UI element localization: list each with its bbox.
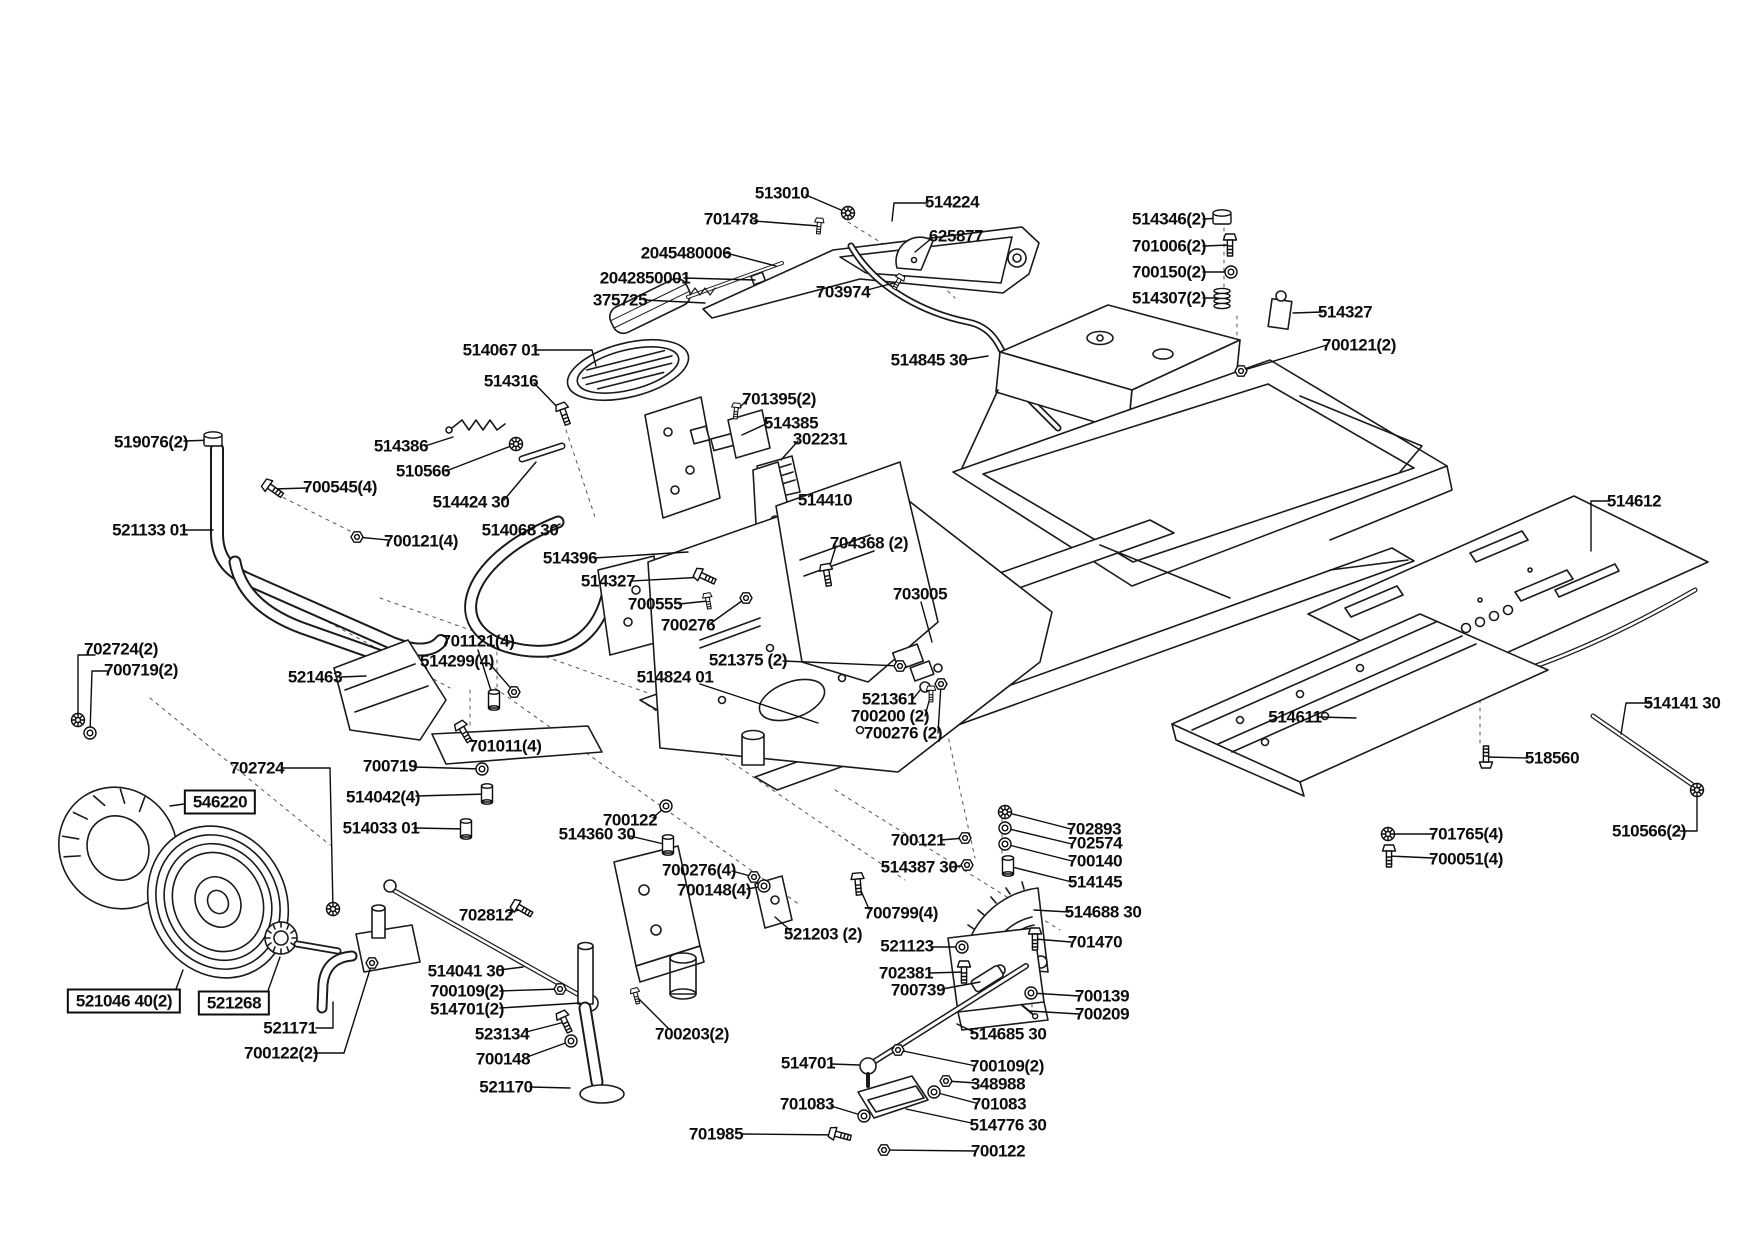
part-label: 521133 01 [112,520,188,540]
part-label: 2042850001 [599,268,691,288]
nut-icon [740,593,752,603]
starwasher-icon [1382,828,1395,841]
bushing-icon [489,690,500,710]
part-label: 701765(4) [1429,824,1503,844]
part-label: 514685 30 [969,1024,1047,1044]
part-label: 302231 [792,429,848,449]
part-label: 521463 [287,667,343,687]
part-label: 625877 [928,226,984,246]
part-label: 521203 (2) [783,924,863,944]
part-label: 514386 [373,436,429,456]
adjuster-knob [265,922,297,954]
nut-icon [940,1076,952,1086]
part-label: 514410 [797,490,853,510]
part-label: 701006(2) [1132,236,1206,256]
part-label: 700555 [627,594,683,614]
cap-icon [1213,210,1231,224]
console-bracket [776,462,942,692]
part-label: 514067 01 [462,340,540,360]
part-label: 700109(2) [430,981,504,1001]
part-label: 702812 [458,905,514,925]
bolt-icon [554,1009,575,1034]
part-label: 700140 [1067,851,1123,871]
spring-icon [1214,288,1230,308]
washer-icon [1225,266,1237,278]
starwasher-icon [842,207,855,220]
part-label: 700276 (2) [863,723,943,743]
washer-icon [956,941,968,953]
part-label: 702724(2) [84,639,158,659]
boltS-icon [629,987,642,1005]
starwasher-icon [72,714,85,727]
part-label: 514776 30 [969,1115,1047,1135]
part-label: 514688 30 [1064,902,1142,922]
part-label: 700276 [660,615,716,635]
part-label: 700121(4) [384,531,458,551]
washer-icon [999,822,1011,834]
part-label: 518560 [1524,748,1580,768]
part-label: 523134 [474,1024,530,1044]
part-label: 702893 [1066,819,1122,839]
part-label: 700203(2) [655,1024,729,1044]
part-label: 514360 30 [558,824,636,844]
washer-icon [476,763,488,775]
bolt-icon [554,401,574,426]
part-label: 521170 [479,1077,533,1097]
part-label: 700122 [970,1141,1026,1161]
part-label: 514327 [580,571,636,591]
part-label: 514224 [924,192,980,212]
nut-icon [878,1145,890,1155]
part-label: 514327 [1317,302,1373,322]
starwasher-icon [510,438,523,451]
cap-icon [204,432,222,446]
part-label: 521046 40(2) [67,989,181,1014]
starwasher-icon [327,903,340,916]
washer-icon [660,800,672,812]
part-label: 510566(2) [1612,821,1686,841]
part-label: 521268 [198,991,270,1016]
part-label: 348988 [970,1074,1026,1094]
part-label: 521375 (2) [708,650,788,670]
part-label: 514385 [763,413,819,433]
bolt-icon [828,1126,853,1144]
washer-icon [999,838,1011,850]
part-label: 700109(2) [970,1056,1044,1076]
washer-icon [858,1110,870,1122]
part-label: 375725 [592,290,648,310]
part-label: 703005 [892,584,948,604]
part-label: 510566 [395,461,451,481]
part-label: 514041 30 [427,961,505,981]
nut-icon [366,958,378,968]
part-label: 514141 30 [1643,693,1721,713]
part-label: 701083 [971,1094,1027,1114]
part-label: 514299(4) [420,651,494,671]
washer-icon [84,727,96,739]
part-label: 521123 [880,936,934,956]
part-label: 700209 [1074,1004,1130,1024]
nut-icon [1235,366,1247,376]
part-label: 519076(2) [114,432,188,452]
part-label: 514042(4) [346,787,420,807]
part-label: 700122 [602,810,658,830]
washer-icon [1025,987,1037,999]
part-label: 514701 [780,1053,836,1073]
part-label: 702574 [1067,833,1123,853]
nut-icon [935,679,947,689]
nut-icon [351,532,363,542]
nut-icon [892,1045,904,1055]
part-label: 700121 [890,830,946,850]
part-label: 701083 [779,1094,835,1114]
part-label: 702381 [878,963,934,983]
bolt-icon [851,872,866,895]
part-label: 514611 [1268,707,1322,727]
bushing-icon [1003,856,1014,876]
pedal-bracket [645,397,720,518]
part-label: 700739 [890,980,946,1000]
part-label: 701478 [703,209,759,229]
starwasher-icon [1691,784,1704,797]
caster-fork [578,943,624,1104]
part-label: 546220 [184,790,256,815]
part-label: 702724 [229,758,285,778]
washer-icon [758,880,770,892]
part-label: 700276(4) [662,860,736,880]
part-label: 514068 30 [481,520,559,540]
spring-assembly [446,420,505,433]
part-label: 700545(4) [303,477,377,497]
part-label: 514424 30 [432,492,510,512]
nut-icon [959,833,971,843]
part-label: 514033 01 [342,818,420,838]
part-label: 701121(4) [441,631,515,651]
caster-arm [432,726,602,764]
washer-icon [928,1086,940,1098]
nut-icon [961,860,973,870]
axle-elbow [297,905,420,1008]
part-label: 521171 [263,1018,317,1038]
part-label: 701395(2) [742,389,816,409]
bushing-icon [482,784,493,804]
part-label: 704368 (2) [829,533,909,553]
part-label: 700719 [362,756,418,776]
part-label: 700200 (2) [850,706,930,726]
part-label: 701011(4) [468,736,542,756]
part-label: 700139 [1074,986,1130,1006]
part-label: 514612 [1606,491,1662,511]
part-label: 514346(2) [1132,209,1206,229]
clevis-pin [522,446,562,459]
nut-icon [508,687,520,697]
part-label: 2045480006 [640,243,732,263]
part-label: 514824 01 [636,667,714,687]
pedal-pad [561,329,694,411]
part-label: 514316 [483,371,539,391]
part-label: 514396 [542,548,598,568]
part-label: 514145 [1067,872,1123,892]
nut-icon [748,872,760,882]
part-label: 701470 [1067,932,1123,952]
nut-icon [554,984,566,994]
part-label: 700051(4) [1429,849,1503,869]
front-bumper-tube [217,449,441,670]
part-label: 514307(2) [1132,288,1206,308]
nut-icon [894,661,906,671]
frame-bushings [670,731,764,1000]
starwasher-icon [999,806,1012,819]
part-label: 514387 30 [880,857,958,877]
seat-rod [1593,716,1700,790]
bolt-icon [509,898,535,920]
part-label: 514845 30 [890,350,968,370]
part-label: 514701(2) [430,999,504,1019]
part-label: 700799(4) [864,903,938,923]
washer-icon [565,1035,577,1047]
part-label: 700121(2) [1322,335,1396,355]
part-label: 700122(2) [244,1043,318,1063]
part-label: 513010 [754,183,810,203]
part-label: 700148(4) [677,880,751,900]
bushing-icon [663,835,674,855]
part-label: 700150(2) [1132,262,1206,282]
bushing-icon [461,819,472,839]
support-hook [471,522,666,655]
part-label: 700148 [475,1049,531,1069]
part-label: 700719(2) [104,660,178,680]
part-label: 701985 [688,1124,744,1144]
part-label: 521361 [861,689,917,709]
part-label: 703974 [815,282,871,302]
